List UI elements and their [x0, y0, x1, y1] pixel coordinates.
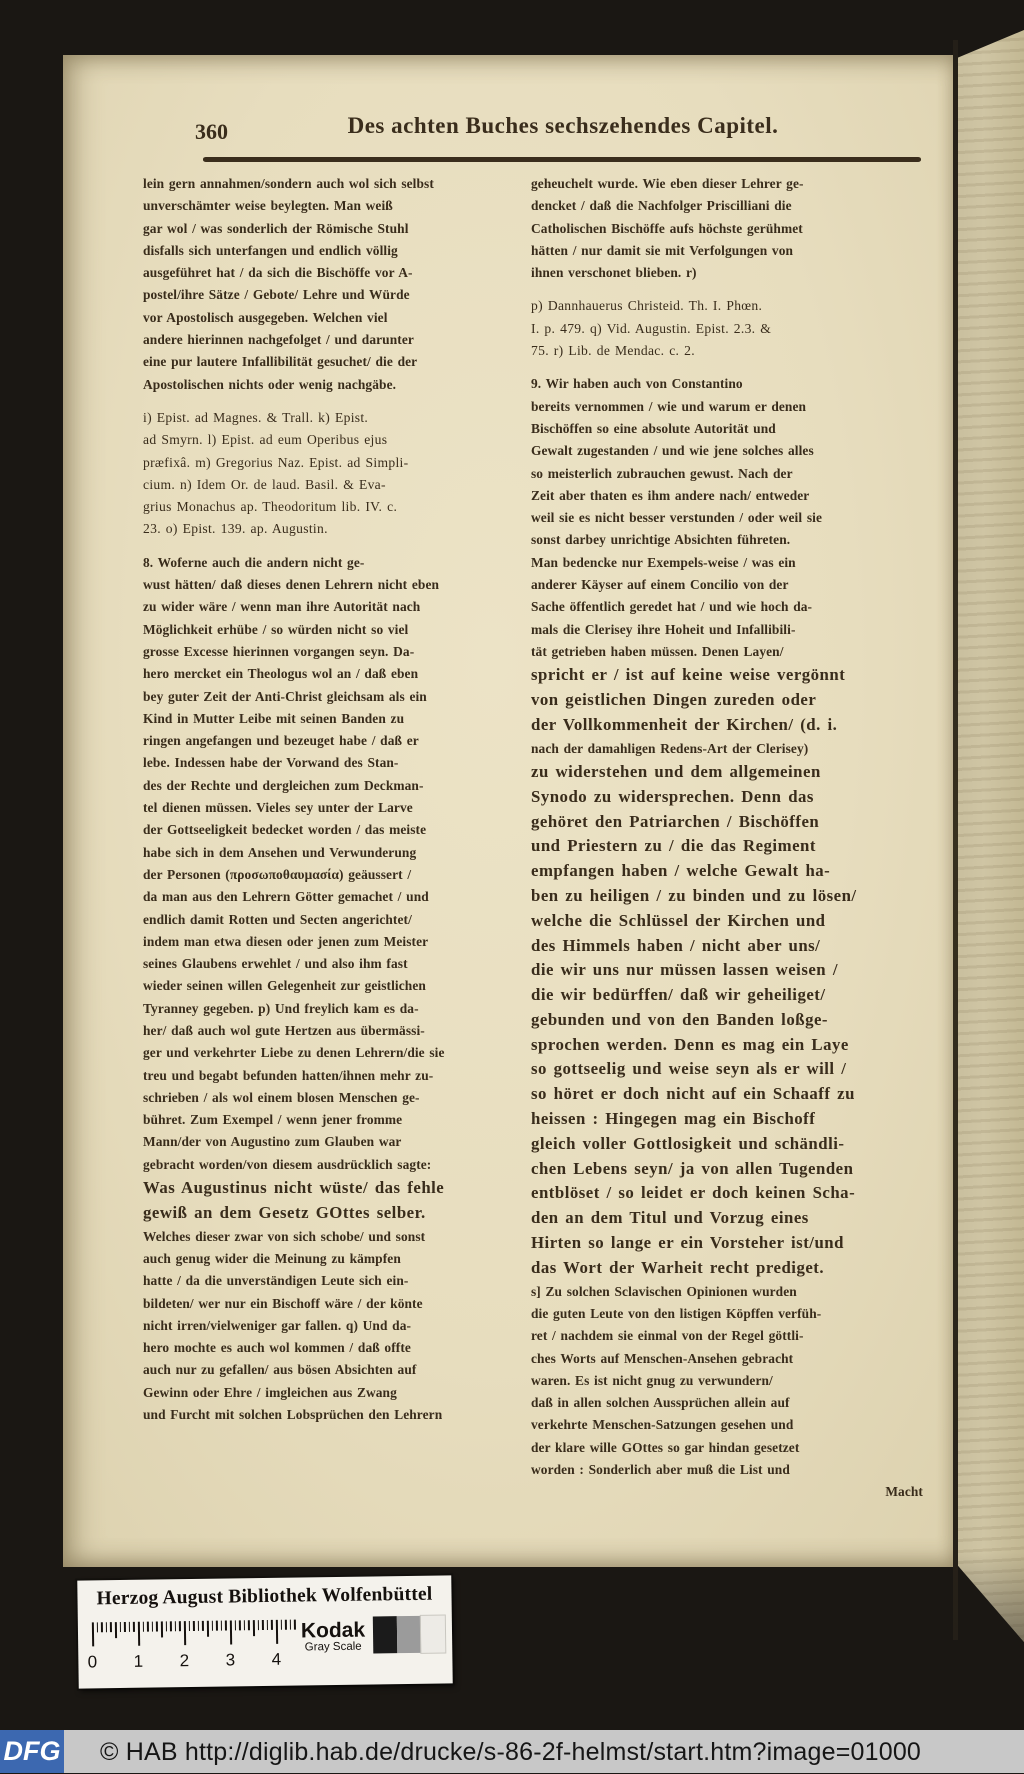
text-line: welche die Schlüssel der Kirchen und	[531, 910, 826, 930]
text-line: Macht	[885, 1484, 923, 1500]
text-line: auch genug wider die Meinung zu kämpfen	[143, 1250, 401, 1266]
text-line: da man aus den Lehrern Götter gemachet / und	[143, 889, 429, 905]
ruler-number: 1	[133, 1651, 144, 1671]
text-line: gar wol / was sonderlich der Römische Stuhl	[143, 220, 409, 236]
text-line: ger und verkehrter Liebe zu denen Lehrern/die sie	[143, 1045, 445, 1061]
text-line: 9. Wir haben auch von Constantino	[531, 376, 743, 392]
ruler-tick	[244, 1620, 246, 1630]
text-line: cium. n) Idem Or. de laud. Basil. & Eva-	[143, 476, 386, 492]
text-line: Was Augustinus nicht wüste/ das fehle	[143, 1178, 445, 1198]
ruler-tick	[175, 1621, 177, 1631]
text-line: schrieben / als wol einem blosen Menschen ge-	[143, 1089, 420, 1105]
text-line: geheuchelt wurde. Wie eben dieser Lehrer ge-	[531, 176, 804, 191]
text-line: zu widerstehen und dem allgemeinen	[531, 761, 821, 781]
ruler-tick	[216, 1621, 218, 1631]
text-line: empfangen haben / welche Gewalt ha-	[531, 861, 831, 881]
ruler-tick	[239, 1620, 241, 1630]
text-line: den an dem Titul und Vorzug eines	[531, 1208, 809, 1228]
text-line: her/ daß auch wol gute Hertzen aus übermässi-	[143, 1022, 425, 1038]
text-line: zu wider wäre / wenn man ihre Autorität nach	[143, 599, 421, 615]
ruler-tick	[262, 1620, 264, 1630]
text-line: hatte / da die unverständigen Leute sich ein-	[143, 1273, 409, 1289]
page-number: 360	[195, 119, 228, 144]
text-line: der Vollkommenheit der Kirchen/ (d. i.	[531, 714, 838, 734]
ruler-tick	[221, 1621, 223, 1631]
header-rule	[203, 157, 921, 162]
text-line: des der Rechte und dergleichen zum Deckman-	[143, 777, 424, 793]
ruler-number: 2	[179, 1651, 190, 1671]
text-line: bey guter Zeit der Anti-Christ gleichsam als ein	[143, 688, 427, 704]
text-line: mals die Clerisey ihre Hoheit und Infallibili-	[531, 621, 796, 637]
ruler-tick	[110, 1622, 112, 1632]
ruler-tick	[133, 1622, 135, 1632]
text-line: Gewalt zugestanden / und wie jene solches alles	[531, 443, 814, 459]
gray-scale-patch	[373, 1616, 398, 1653]
text-line: grosse Excesse hierinnen vorgangen seyn. Da-	[143, 643, 415, 659]
text-line: 23. o) Epist. 139. ap. Augustin.	[143, 521, 328, 537]
text-line: die wir bedürffen/ daß wir geheiliget/	[531, 985, 826, 1005]
ruler-tick	[92, 1622, 94, 1646]
ruler-tick	[271, 1620, 273, 1630]
text-line: so gottseelig und weise seyn als er will /	[531, 1059, 847, 1079]
text-line: postel/ihre Sätze / Gebote/ Lehre und Würde	[143, 287, 410, 303]
text-line: seines Glaubens erwehlet / und also ihm fast	[143, 956, 408, 972]
text-line: hero mercket ein Theologus wol an / daß eben	[143, 666, 419, 682]
kodak-block	[296, 1618, 370, 1654]
ruler-tick	[276, 1620, 278, 1644]
gray-scale-patch	[421, 1615, 446, 1652]
ruler-tick	[230, 1620, 232, 1644]
ruler-tick	[193, 1621, 195, 1631]
text-column-right	[531, 173, 923, 1504]
text-line: Sache öffentlich geredet hat / und wie hoch da-	[531, 599, 813, 615]
text-line: anderer Käyser auf einem Concilio von der	[531, 577, 789, 593]
ruler-ticks	[92, 1620, 296, 1649]
ruler-tick	[124, 1622, 126, 1632]
ruler-number: 0	[87, 1652, 98, 1672]
text-line: wust hätten/ daß dieses denen Lehrern nicht eben	[143, 577, 440, 593]
ruler-tick	[211, 1621, 213, 1631]
text-line: so höret er doch nicht auf ein Schaaff zu	[531, 1084, 855, 1104]
text-line: ihnen verschonet blieben. r)	[531, 265, 697, 281]
text-line: dencket / daß die Nachfolger Priscilliani die	[531, 198, 792, 214]
book-page	[63, 55, 957, 1567]
text-line: vor Apostolisch ausgegeben. Welchen viel	[143, 309, 388, 325]
ruler-tick	[202, 1621, 204, 1631]
text-line: lein gern annahmen/sondern auch wol sich selbst	[143, 176, 434, 191]
gutter-shadow	[953, 40, 958, 1640]
text-line: auch nur zu gefallen/ aus bösen Absichten auf	[143, 1362, 417, 1378]
ruler-tick	[290, 1620, 292, 1630]
text-line: ringen angefangen und bezeuget habe / daß er	[143, 733, 419, 749]
text-line: bereits vernommen / wie und warum er denen	[531, 398, 807, 414]
ruler-tick	[280, 1620, 282, 1630]
text-line: treu und begabt befunden hatten/ihnen mehr zu-	[143, 1067, 434, 1083]
text-line: andere hierinnen nachgefolget / und darunter	[143, 332, 414, 348]
chapter-heading: Des achten Buches sechszehendes Capitel.	[347, 113, 779, 138]
text-line: Welches dieser zwar von sich schobe/ und sonst	[143, 1228, 426, 1244]
ruler-tick	[101, 1622, 103, 1632]
text-line: s] Zu solchen Sclavischen Opinionen wurden	[531, 1283, 797, 1299]
text-line: unverschämter weise beylegten. Man weiß	[143, 198, 393, 214]
text-line: weil sie es nicht besser verstunden / oder weil sie	[531, 510, 823, 526]
text-line: hätten / nur damit sie mit Verfolgungen von	[531, 242, 794, 258]
text-line: die wir uns nur müssen lassen weisen /	[531, 960, 838, 980]
text-line: 8. Woferne auch die andern nicht ge-	[143, 554, 365, 570]
text-line: entblöset / so leidet er doch keinen Scha-	[531, 1183, 856, 1203]
text-line: Catholischen Bischöffe aufs höchste gerühmet	[531, 220, 803, 236]
ruler-tick	[152, 1622, 154, 1632]
text-line: eine pur lautere Infallibilität gesuchet/ die der	[143, 354, 418, 370]
text-line: præfixâ. m) Gregorius Naz. Epist. ad Simpli-	[143, 454, 409, 470]
ruler-tick	[161, 1621, 163, 1637]
ruler-tick	[248, 1620, 250, 1630]
text-line: tel dienen müssen. Vieles sey unter der Larve	[143, 800, 413, 816]
ruler-tick	[234, 1620, 236, 1630]
text-line: nach der damahligen Redens-Art der Clerisey)	[531, 740, 809, 756]
ruler-tick	[170, 1621, 172, 1631]
text-column-left	[143, 173, 523, 1426]
ruler-card-title: Herzog August Bibliothek Wolfenbüttel	[96, 1583, 433, 1610]
text-line: gebunden und von den Banden loßge-	[531, 1009, 828, 1029]
ruler-tick	[119, 1622, 121, 1632]
text-line: und Furcht mit solchen Lobsprüchen den Lehrern	[143, 1407, 443, 1423]
text-line: der Personen (προσωποθαυμασία) geäussert /	[143, 866, 412, 882]
text-line: bildeten/ wer nur ein Bischoff wäre / der könte	[143, 1295, 423, 1311]
text-line: disfalls sich unterfangen und endlich völlig	[143, 242, 398, 258]
text-line: bühret. Zum Exempel / wenn jener fromme	[143, 1112, 403, 1128]
text-line: ches Worts auf Menschen-Ansehen gebracht	[531, 1350, 794, 1366]
text-line: ad Smyrn. l) Epist. ad eum Operibus ejus	[143, 432, 388, 448]
text-line: sonst darbey unrichtige Absichten führeten.	[531, 532, 791, 548]
text-line: ausgeführet hat / da sich die Bischöffe vor A-	[143, 265, 413, 281]
text-line: des Himmels haben / nicht aber uns/	[531, 935, 821, 955]
text-line: ret / nachdem sie einmal von der Regel göttli-	[531, 1328, 804, 1344]
ruler-tick	[225, 1621, 227, 1631]
text-line: Tyranney gegeben. p) Und freylich kam es da-	[143, 1000, 419, 1016]
ruler-tick	[106, 1622, 108, 1632]
text-line: ben zu heiligen / zu binden und zu lösen/	[531, 885, 857, 905]
text-line: der klare wille GOttes so gar hindan gesetzet	[531, 1439, 800, 1455]
text-line: Bischöffen so eine absolute Autorität und	[531, 420, 776, 436]
text-line: hero mochte es auch wol kommen / daß offte	[143, 1340, 411, 1356]
ruler-tick	[156, 1621, 158, 1631]
footer-bar	[0, 1730, 1024, 1773]
text-line: wieder seinen willen Gelegenheit zur geistlichen	[143, 978, 426, 994]
text-line: sprochen werden. Denn es mag ein Laye	[531, 1034, 849, 1054]
ruler-tick	[147, 1622, 149, 1632]
ruler-tick	[129, 1622, 131, 1632]
text-line: habe sich in dem Ansehen und Verwunderung	[143, 844, 417, 860]
text-line: verkehrte Menschen-Satzungen gesehen und	[531, 1417, 794, 1433]
text-line: waren. Es ist nicht gnug zu verwundern/	[531, 1372, 773, 1388]
text-line: lebe. Indessen habe der Vorwand des Stan-	[143, 755, 399, 771]
text-line: Zeit aber thaten es ihm andere nach/ entweder	[531, 487, 810, 503]
kodak-gray-scale-label: Gray Scale	[304, 1640, 362, 1654]
text-line: chen Lebens seyn/ ja von allen Tugenden	[531, 1158, 854, 1178]
text-line: p) Dannhauerus Christeid. Th. I. Phœn.	[531, 298, 763, 314]
text-line: Mann/der von Augustino zum Glauben war	[143, 1134, 402, 1150]
ruler-tick	[165, 1621, 167, 1631]
text-line: nicht irren/vielweniger gar fallen. q) Und da-	[143, 1317, 412, 1333]
text-line: worden : Sonderlich aber muß die List und	[531, 1462, 790, 1478]
text-line: i) Epist. ad Magnes. & Trall. k) Epist.	[143, 409, 369, 425]
ruler-number: 4	[271, 1649, 282, 1669]
text-line: spricht er / ist auf keine weise vergönnt	[531, 665, 846, 685]
text-line: tät getrieben haben müssen. Denen Layen/	[531, 643, 784, 659]
text-line: gleich voller Gottlosigkeit und schändli-	[531, 1133, 845, 1153]
ruler-number: 3	[225, 1650, 236, 1670]
text-line: Hirten so lange er ein Vorsteher ist/und	[531, 1233, 844, 1253]
ruler-tick	[115, 1622, 117, 1638]
ruler-card	[77, 1575, 452, 1688]
dfg-logo: DFG	[0, 1730, 64, 1773]
ruler-tick	[267, 1620, 269, 1630]
ruler-tick	[96, 1622, 98, 1632]
text-line: das Wort der Warheit recht prediget.	[531, 1257, 825, 1277]
text-line: gebracht worden/von diesem ausdrücklich sagte:	[143, 1156, 432, 1172]
ruler-tick	[184, 1621, 186, 1645]
text-line: gewiß an dem Gesetz GOttes selber.	[143, 1202, 426, 1222]
text-line: und Priestern zu / die das Regiment	[531, 836, 816, 856]
ruler-tick	[138, 1622, 140, 1646]
text-line: die guten Leute von den listigen Köpffen verfüh-	[531, 1305, 822, 1321]
text-line: indem man etwa diesen oder jenen zum Meister	[143, 933, 429, 949]
gray-scale-patch	[397, 1616, 422, 1653]
kodak-label: Kodak	[300, 1618, 366, 1643]
text-line: grius Monachus ap. Theodoritum lib. IV. c.	[143, 499, 398, 515]
text-line: Synodo zu widersprechen. Denn das	[531, 786, 814, 806]
ruler-tick	[179, 1621, 181, 1631]
text-line: gehöret den Patriarchen / Bischöffen	[531, 811, 820, 831]
copyright-url-text: © HAB http://diglib.hab.de/drucke/s-86-2f-helmst/start.htm?image=01000	[100, 1738, 922, 1766]
text-line: endlich damit Rotten und Secten angerichtet/	[143, 911, 412, 927]
text-line: Man bedencke nur Exempels-weise / was ein	[531, 554, 796, 570]
text-line: Möglichkeit erhübe / so würden nicht so viel	[143, 621, 409, 637]
ruler-tick	[142, 1622, 144, 1632]
text-line: 75. r) Lib. de Mendac. c. 2.	[531, 343, 695, 359]
ruler-tick	[188, 1621, 190, 1631]
ruler-tick	[285, 1620, 287, 1630]
text-line: so meisterlich zubrauchen gewust. Nach der	[531, 465, 793, 481]
text-line: heissen : Hingegen mag ein Bischoff	[531, 1109, 816, 1129]
text-line: Apostolischen nichts oder wenig nachgäbe.	[143, 376, 397, 392]
text-line: Kind in Mutter Leibe mit seinen Banden zu	[143, 710, 405, 726]
ruler-tick	[253, 1620, 255, 1636]
gray-scale-patches	[373, 1615, 446, 1653]
text-line: von geistlichen Dingen zureden oder	[531, 690, 817, 710]
ruler-tick	[207, 1621, 209, 1637]
text-line: Gewinn oder Ehre / imgleichen aus Zwang	[143, 1384, 397, 1400]
next-page-edge	[957, 30, 1024, 1642]
ruler-tick	[198, 1621, 200, 1631]
text-line: der Gottseeligkeit bedecket worden / das meiste	[143, 822, 427, 838]
text-line: I. p. 479. q) Vid. Augustin. Epist. 2.3. &	[531, 320, 772, 336]
ruler-tick	[257, 1620, 259, 1630]
text-line: daß in allen solchen Aussprüchen allein auf	[531, 1395, 790, 1411]
